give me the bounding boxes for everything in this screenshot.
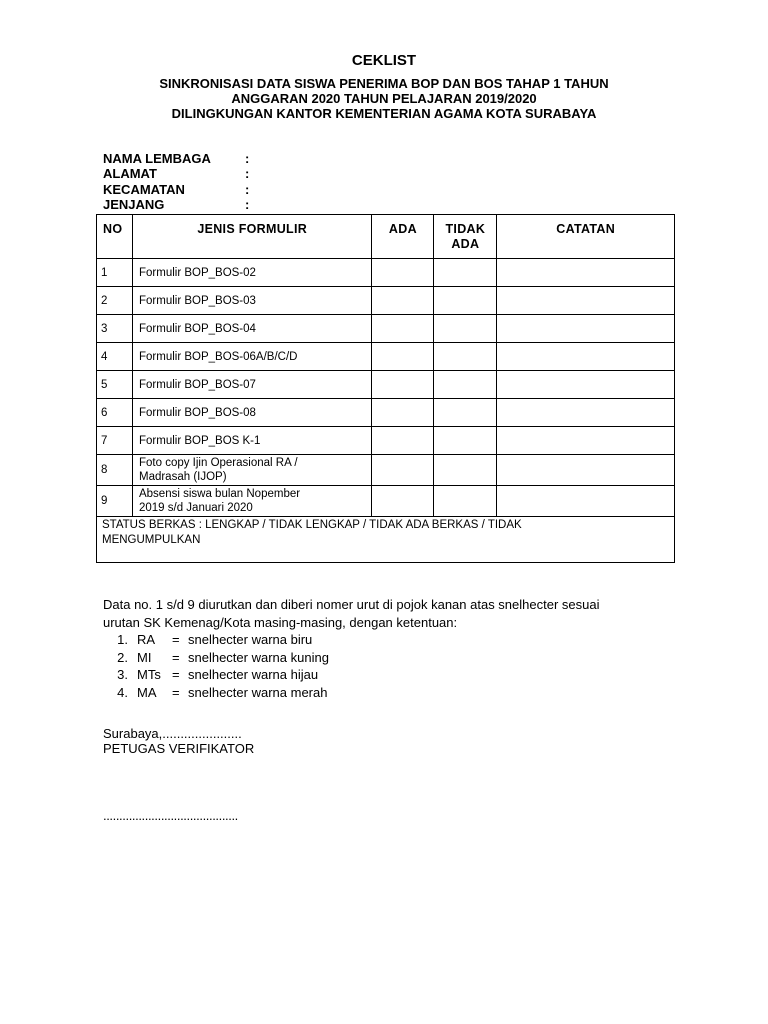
signature-block <box>103 726 254 756</box>
row-formulir <box>132 455 371 486</box>
field-jenjang <box>103 197 249 212</box>
signature-place: Surabaya,...................... <box>103 726 242 741</box>
row-no: 4 <box>97 343 133 371</box>
tidak-ada-cell[interactable] <box>434 315 497 343</box>
catatan-cell[interactable] <box>497 399 675 427</box>
checklist-table <box>96 214 675 563</box>
table-row <box>97 259 675 287</box>
row-no: 8 <box>97 455 133 486</box>
tidak-ada-cell[interactable] <box>434 399 497 427</box>
row-no: 1 <box>97 259 133 287</box>
header-catatan: CATATAN <box>497 215 675 259</box>
field-separator: : <box>245 151 250 166</box>
row-no: 7 <box>97 427 133 455</box>
list-item-equals: = <box>172 649 180 665</box>
status-line2: MENGUMPULKAN <box>102 534 201 546</box>
field-separator: : <box>245 196 250 212</box>
list-item-desc: snelhecter warna biru <box>188 632 313 647</box>
subtitle-line-2: ANGGARAN 2020 TAHUN PELAJARAN 2019/2020 <box>231 91 537 106</box>
row-formulir-line1: Absensi siswa bulan Nopember <box>138 488 301 500</box>
catatan-cell[interactable] <box>497 315 675 343</box>
row-formulir: Formulir BOP_BOS-08 <box>132 399 371 427</box>
field-label: ALAMAT <box>103 166 157 182</box>
note-line-2: urutan SK Kemenag/Kota masing-masing, dengan ketentuan: <box>103 614 458 630</box>
row-no: 9 <box>97 486 133 517</box>
catatan-cell[interactable] <box>497 371 675 399</box>
row-formulir: Formulir BOP_BOS K-1 <box>132 427 371 455</box>
row-formulir: Formulir BOP_BOS-04 <box>132 315 371 343</box>
status-row <box>97 517 675 563</box>
field-kecamatan <box>103 182 249 197</box>
row-no: 3 <box>97 315 133 343</box>
header-tidak-ada <box>434 215 497 259</box>
row-formulir-line2: 2019 s/d Januari 2020 <box>138 502 253 514</box>
ada-cell[interactable] <box>372 486 434 517</box>
list-item-code: RA <box>137 632 156 647</box>
row-formulir: Formulir BOP_BOS-07 <box>132 371 371 399</box>
list-item <box>103 666 723 684</box>
tidak-ada-cell[interactable] <box>434 343 497 371</box>
ada-cell[interactable] <box>372 287 434 315</box>
subtitle-line-1: SINKRONISASI DATA SISWA PENERIMA BOP DAN BOS TAHAP 1 TAHUN <box>159 76 609 91</box>
tidak-ada-cell[interactable] <box>434 486 497 517</box>
document-title: CEKLIST <box>351 52 417 69</box>
ada-cell[interactable] <box>372 343 434 371</box>
field-label: KECAMATAN <box>103 181 185 197</box>
row-formulir: Formulir BOP_BOS-06A/B/C/D <box>132 343 371 371</box>
header-ada: ADA <box>372 215 434 259</box>
list-item-number: 2. <box>117 649 128 665</box>
table-row <box>97 455 675 486</box>
list-item-equals: = <box>172 632 180 647</box>
list-item <box>103 684 723 702</box>
list-item-equals: = <box>172 667 180 682</box>
tidak-ada-cell[interactable] <box>434 287 497 315</box>
tidak-ada-cell[interactable] <box>434 455 497 486</box>
identity-fields <box>103 151 249 212</box>
field-alamat <box>103 166 249 181</box>
catatan-cell[interactable] <box>497 259 675 287</box>
ada-cell[interactable] <box>372 371 434 399</box>
ada-cell[interactable] <box>372 259 434 287</box>
header-tidak-ada-line1: TIDAK <box>445 222 486 236</box>
field-label: NAMA LEMBAGA <box>103 151 211 166</box>
list-item-desc: snelhecter warna merah <box>188 684 328 700</box>
list-item-code: MTs <box>137 667 161 682</box>
table-row <box>97 343 675 371</box>
document-subtitle <box>0 76 768 121</box>
list-item-number: 3. <box>117 667 128 682</box>
list-item <box>103 649 723 667</box>
tidak-ada-cell[interactable] <box>434 259 497 287</box>
note-line-1: Data no. 1 s/d 9 diurutkan dan diberi nomer urut di pojok kanan atas snelhecter sesuai <box>103 597 600 612</box>
subtitle-line-3: DILINGKUNGAN KANTOR KEMENTERIAN AGAMA KOTA SURABAYA <box>171 106 597 121</box>
signature-role: PETUGAS VERIFIKATOR <box>103 741 255 756</box>
field-label: JENJANG <box>103 196 165 212</box>
row-formulir-line2: Madrasah (IJOP) <box>138 471 227 483</box>
row-no: 2 <box>97 287 133 315</box>
header-no: NO <box>97 215 133 259</box>
row-formulir: Formulir BOP_BOS-03 <box>132 287 371 315</box>
field-separator: : <box>245 181 250 197</box>
row-formulir-line1: Foto copy Ijin Operasional RA / <box>138 457 298 469</box>
table-row <box>97 399 675 427</box>
row-no: 5 <box>97 371 133 399</box>
list-item <box>103 631 723 649</box>
ada-cell[interactable] <box>372 399 434 427</box>
ada-cell[interactable] <box>372 455 434 486</box>
catatan-cell[interactable] <box>497 427 675 455</box>
catatan-cell[interactable] <box>497 486 675 517</box>
table-header-row <box>97 215 675 259</box>
list-item-desc: snelhecter warna hijau <box>188 667 319 682</box>
catatan-cell[interactable] <box>497 343 675 371</box>
table-row <box>97 315 675 343</box>
list-item-code: MI <box>137 649 152 665</box>
list-item-equals: = <box>172 684 180 700</box>
instruction-note <box>103 596 723 701</box>
table-row <box>97 287 675 315</box>
tidak-ada-cell[interactable] <box>434 371 497 399</box>
table-row <box>97 371 675 399</box>
signature-line: .......................................... <box>103 808 238 823</box>
catatan-cell[interactable] <box>497 287 675 315</box>
ada-cell[interactable] <box>372 427 434 455</box>
header-tidak-ada-line2: ADA <box>451 237 480 251</box>
status-line1: STATUS BERKAS : LENGKAP / TIDAK LENGKAP / TIDAK ADA BERKAS / TIDAK <box>102 519 522 531</box>
field-nama-lembaga <box>103 151 249 166</box>
list-item-number: 4. <box>117 684 128 700</box>
list-item-number: 1. <box>117 632 128 647</box>
table-row <box>97 486 675 517</box>
color-code-list <box>103 631 723 701</box>
catatan-cell[interactable] <box>497 455 675 486</box>
status-berkas <box>97 517 675 563</box>
table-row <box>97 427 675 455</box>
ada-cell[interactable] <box>372 315 434 343</box>
row-no: 6 <box>97 399 133 427</box>
field-separator: : <box>245 166 250 182</box>
header-jenis-formulir: JENIS FORMULIR <box>132 215 371 259</box>
tidak-ada-cell[interactable] <box>434 427 497 455</box>
list-item-code: MA <box>137 684 157 700</box>
row-formulir: Formulir BOP_BOS-02 <box>132 259 371 287</box>
row-formulir <box>132 486 371 517</box>
list-item-desc: snelhecter warna kuning <box>188 649 329 665</box>
